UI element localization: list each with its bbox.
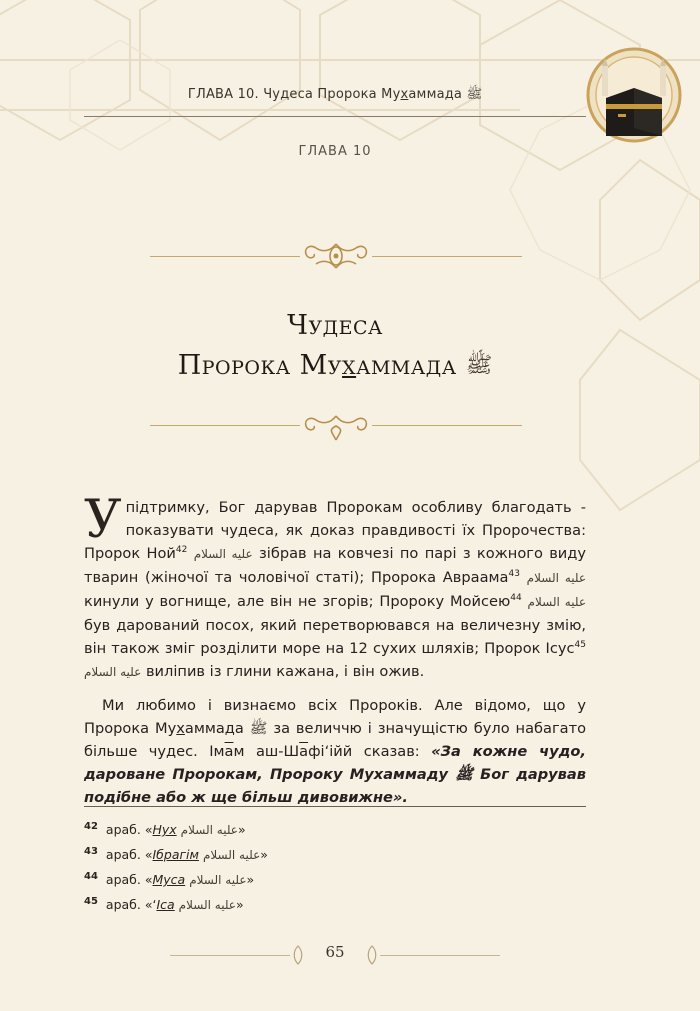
footnote-rule <box>84 806 586 807</box>
footnote-42: $^{42}$ араб. «Нух عليه السلام» <box>84 821 246 838</box>
ornament-line-right <box>372 256 522 257</box>
page-ornament-line-right <box>380 955 500 956</box>
page-number: 65 <box>325 943 345 961</box>
kaaba-emblem <box>582 40 682 150</box>
footnote-ref-42[interactable]: 42 <box>175 545 188 556</box>
footnote-ref-44[interactable]: 44 <box>510 593 522 604</box>
ornament-line-right-lower <box>372 425 522 426</box>
title-line-1: Чудеса <box>287 310 383 341</box>
ornament-line-left <box>150 256 300 257</box>
page-ornament-line-left <box>170 955 290 956</box>
header-rule <box>84 116 586 117</box>
running-header: ГЛАВА 10. Чудеса Пророка Мухаммада ﷺ <box>187 87 483 102</box>
footnote-ref-43[interactable]: 43 <box>508 569 520 580</box>
title-line-2: Пророка Мухаммада ﷺ <box>177 350 493 381</box>
honorific-glyph: عليه السلام <box>193 547 253 561</box>
imam-quote: «За кожне чудо, дароване Пророкам, Пророку Мухаммаду ﷺ Бог дарував подібне або ж ще більш дивовижне». <box>84 743 586 806</box>
footnote-43: $^{43}$ араб. «Ібрагім عليه السلام» <box>84 846 268 863</box>
salawat-symbol: ﷺ <box>465 353 493 378</box>
chapter-label: ГЛАВА 10 <box>298 144 372 159</box>
footnote-45: $^{45}$ араб. «‘Іса عليه السلام» <box>84 896 244 913</box>
floral-ornament-icon <box>300 238 372 274</box>
body-text <box>84 490 587 809</box>
chapter-title <box>84 306 586 386</box>
footnote-ref-45[interactable]: 45 <box>574 640 586 651</box>
drop-cap: У <box>84 490 122 550</box>
ornament-line-left-lower <box>150 425 300 426</box>
footnotes <box>84 814 586 914</box>
floral-ornament-lower-icon <box>300 412 372 444</box>
footnote-44: $^{44}$ араб. «Муса عليه السلام» <box>84 871 255 888</box>
paragraph-1: Упідтримку, Бог дарував Пророкам особливу благодать - показувати чудеса, як доказ правдивості їх Пророчества: Пророк Ной$^{42}$ عليه السلام зібрав на ковчезі по парі з кожного виду тварин (жіночої та чоловічої статі); Пророка Авраама$^{43}$ عليه السلام кинули у вогнище, але він не згорів; Пророку Мойсею$^{44}$ عليه السلام був дарований посох, який перетворювався на величезну змію, він також зміг розділити море на 12 сухих шляхів; Пророк Ісус$^{45}$ عليه السلام виліпив із глини кажана, і він ожив. <box>84 490 587 680</box>
page-ornament-right-icon <box>366 945 378 965</box>
paragraph-2: Ми любимо і визнаємо всіх Пророків. Але відомо, що у Пророка Мухаммада ﷺ за величчю і значущістю було набагато більше чудес. Імам аш-Шафі‘ійй сказав: «За кожне чудо, дароване Пророкам, Пророку Мухаммаду ﷺ Бог дарував подібне або ж ще більш дивовижне». <box>84 697 587 806</box>
